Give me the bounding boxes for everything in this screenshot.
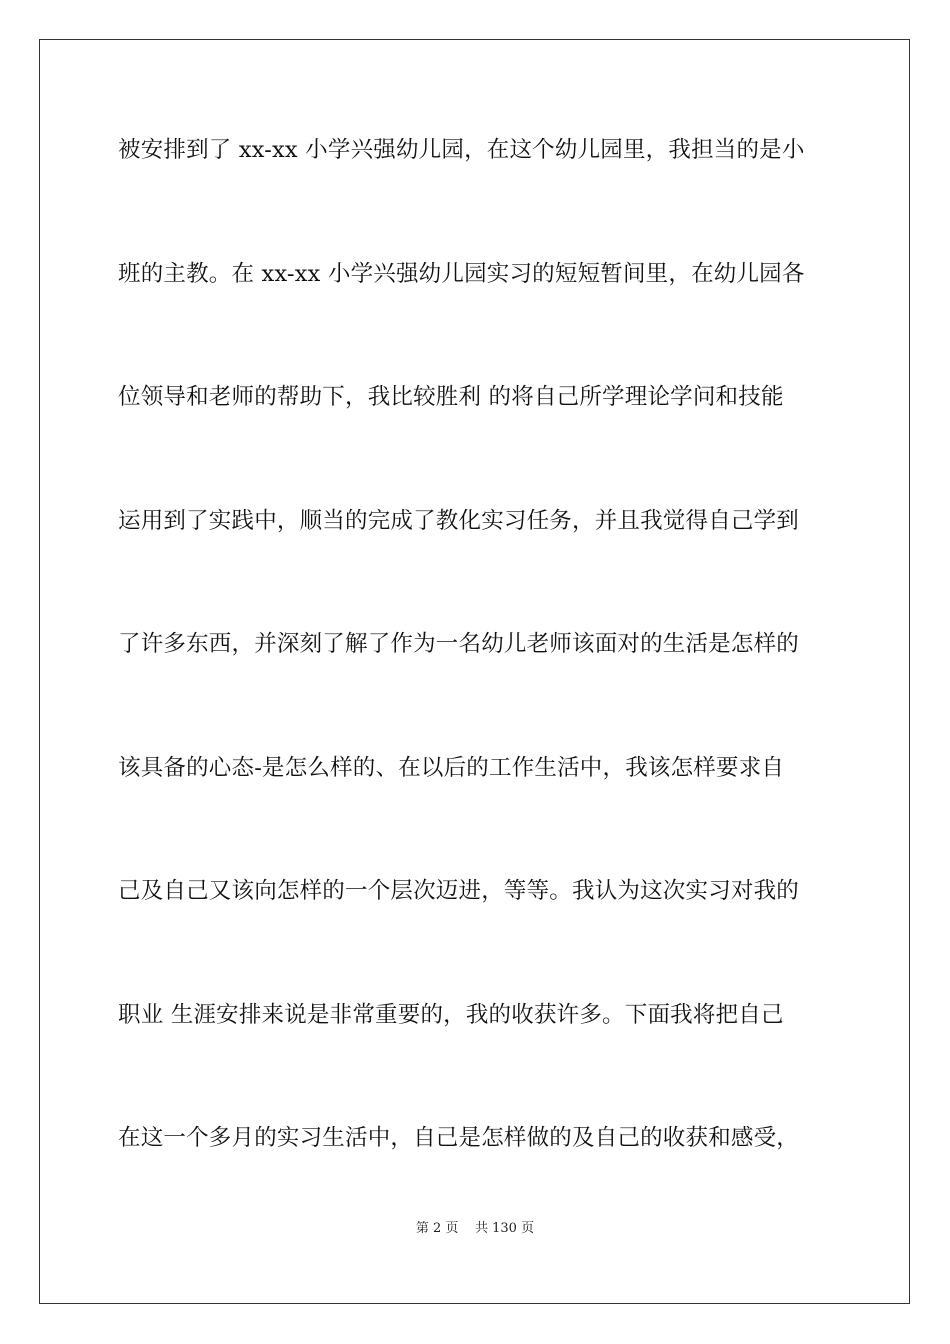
text-line: 了许多东西，并深刻了解了作为一名幼儿老师该面对的生活是怎样的: [118, 631, 800, 657]
text-line: 在这一个多月的实习生活中，自己是怎样做的及自己的收获和感受，: [118, 1125, 800, 1151]
text-line: 己及自己又该向怎样的一个层次迈进，等等。我认为这次实习对我的: [118, 878, 800, 904]
text-line: 该具备的心态-是怎么样的、在以后的工作生活中，我该怎样要求自: [118, 754, 785, 781]
page-footer: [0, 1219, 950, 1239]
text-line: 位领导和老师的帮助下，我比较胜利 的将自己所学理论学问和技能: [118, 384, 784, 410]
body-text: [118, 124, 838, 1236]
text-line: 被安排到了 xx-xx 小学兴强幼儿园，在这个幼儿园里，我担当的是小: [118, 137, 805, 163]
text-line: 职业 生涯安排来说是非常重要的，我的收获许多。下面我将把自己: [118, 1001, 784, 1028]
page-total: 共 130 页: [475, 1221, 535, 1236]
text-line: 班的主教。在 xx-xx 小学兴强幼儿园实习的短短暂间里，在幼儿园各: [118, 260, 805, 287]
footer-gap: [458, 1221, 475, 1236]
text-line: 运用到了实践中，顺当的完成了教化实习任务，并且我觉得自己学到: [118, 507, 800, 534]
page-number: 第 2 页: [415, 1221, 459, 1236]
